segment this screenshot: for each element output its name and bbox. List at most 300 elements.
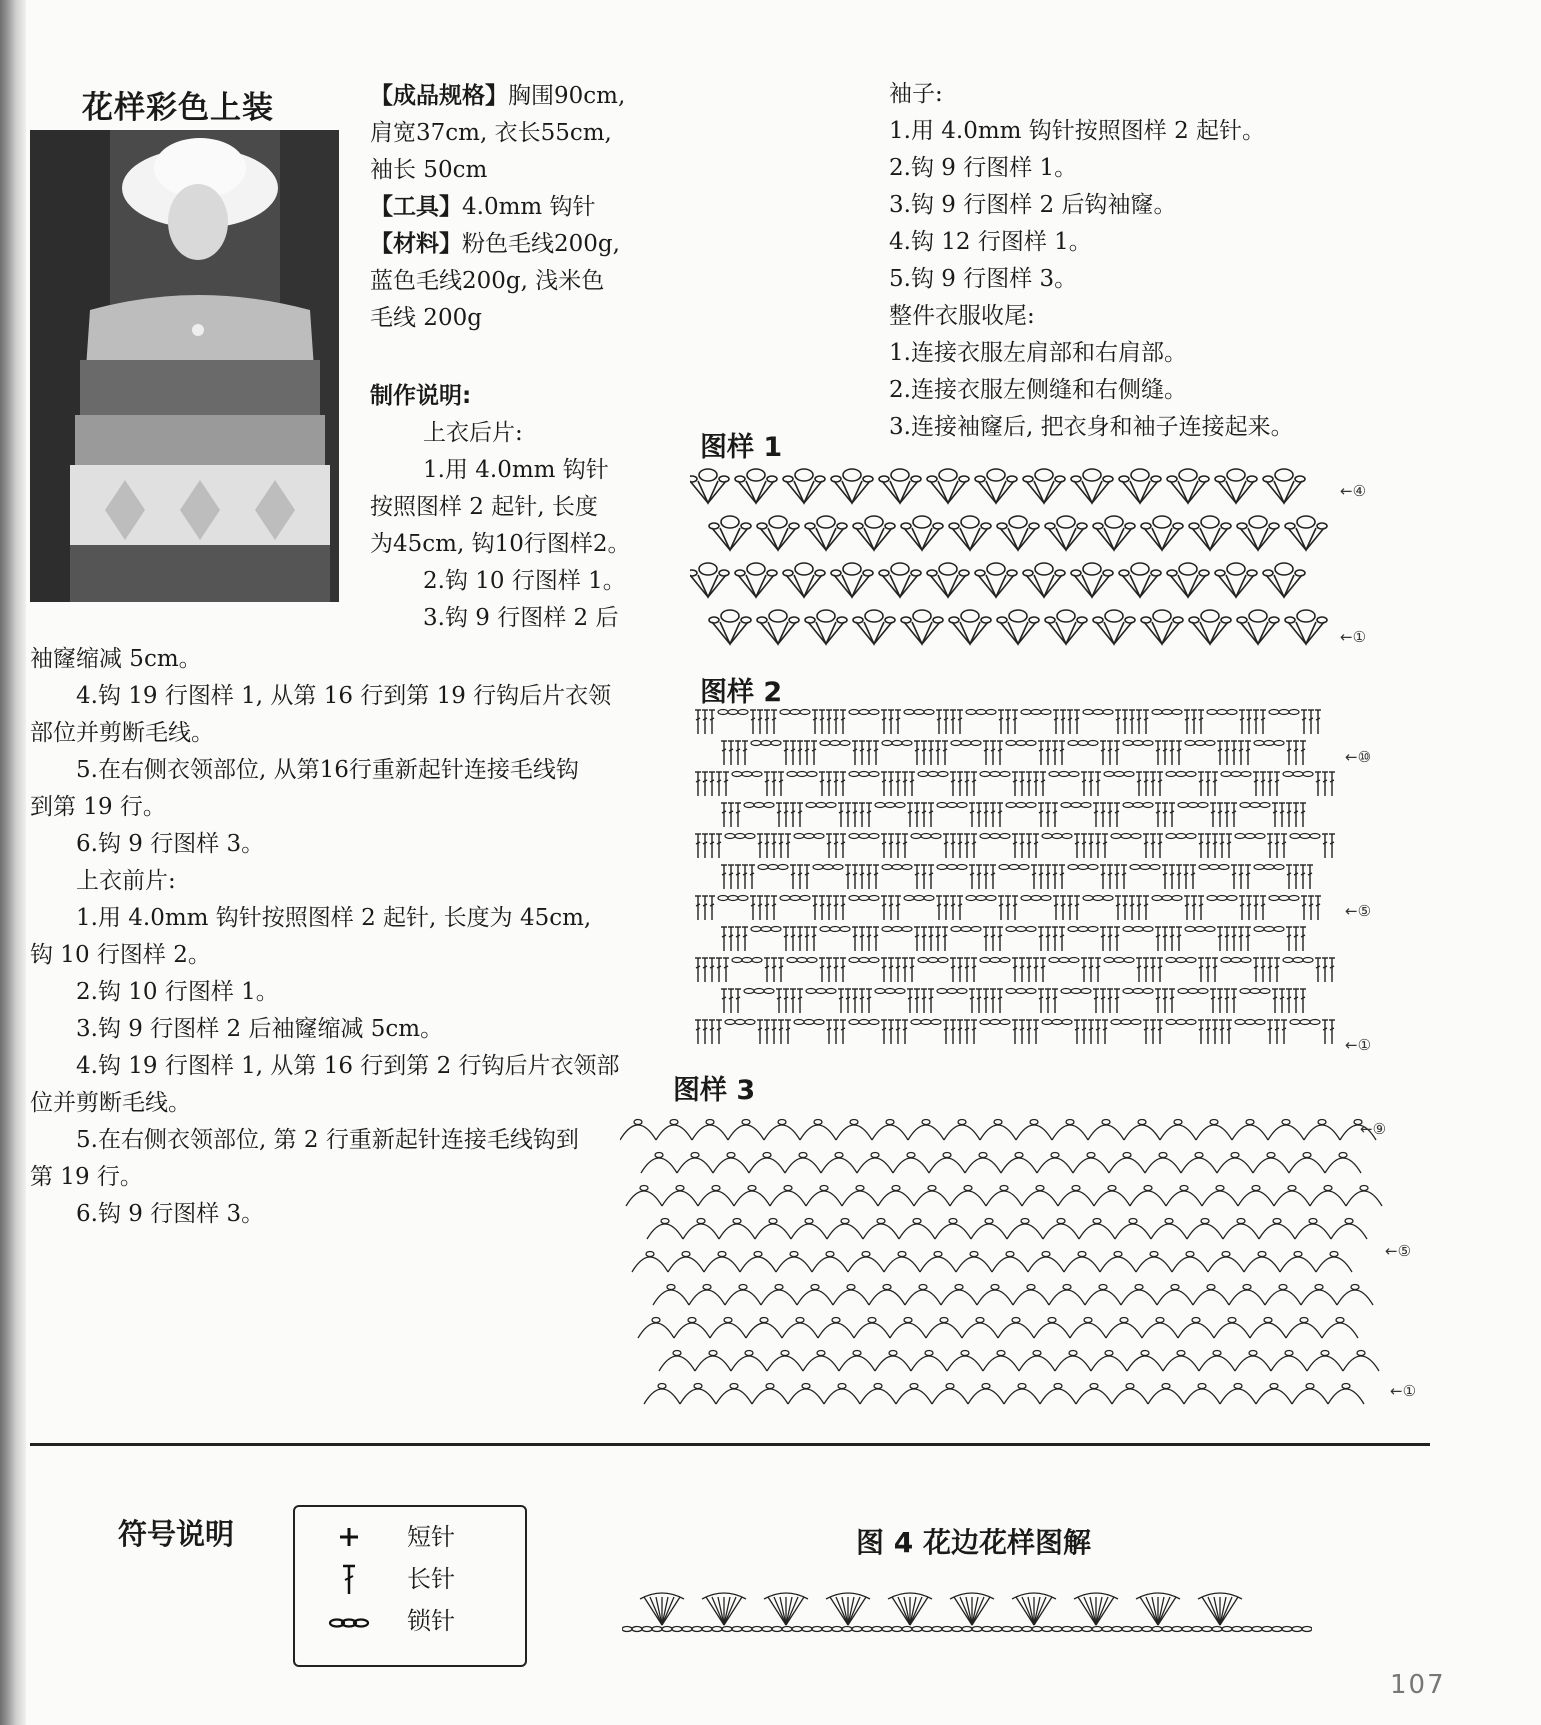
chain-stitch [1068, 741, 1098, 746]
loop-stitch [1124, 1125, 1160, 1140]
loop-stitch [998, 1323, 1034, 1338]
dc-stitch [840, 834, 846, 858]
chain-stitch [1180, 1186, 1188, 1191]
chain-stitch [979, 1153, 987, 1158]
fan-stitch [1084, 1597, 1096, 1625]
loop-stitch [1238, 1191, 1274, 1206]
loop-stitch [1193, 1290, 1229, 1305]
loop-stitch [626, 1191, 662, 1206]
chain-stitch [886, 1120, 894, 1125]
section-divider [30, 1443, 1430, 1446]
dc-stitch [790, 927, 796, 951]
dc-stitch [881, 710, 887, 734]
loop-stitch [827, 1224, 863, 1239]
chain-stitch [1185, 741, 1215, 746]
dc-stitch [1162, 741, 1168, 765]
dc-stitch [826, 896, 832, 920]
chain-stitch [966, 896, 996, 901]
dc-stitch [1198, 834, 1204, 858]
dc-stitch [1107, 741, 1113, 765]
dc-stitch [812, 896, 818, 920]
chain-stitch [882, 1627, 892, 1632]
dc-stitch [881, 772, 887, 796]
loop-stitch [689, 1290, 725, 1305]
dc-stitch [1293, 927, 1299, 951]
dc-stitch [1136, 772, 1142, 796]
loop-stitch [668, 1257, 704, 1272]
dc-stitch [942, 927, 948, 951]
dc-stitch [845, 865, 851, 889]
chain-stitch [1243, 1285, 1251, 1290]
dc-stitch [764, 834, 770, 858]
fan-stitch [831, 469, 873, 503]
dc-stitch [888, 958, 894, 982]
dc-stitch [728, 927, 734, 951]
dc-stitch [1093, 803, 1099, 827]
dc-stitch [914, 989, 920, 1013]
fan-stitch [1208, 1597, 1220, 1625]
chain-stitch [655, 1153, 663, 1158]
loop-stitch [1070, 1323, 1106, 1338]
back-line: 4.钩 19 行图样 1, 从第 16 行到第 19 行钩后片衣领 [76, 683, 612, 709]
chain-stitch [1002, 1627, 1012, 1632]
chain-stitch [766, 1384, 774, 1389]
chain-stitch [994, 1120, 1002, 1125]
chain-stitch [769, 1219, 777, 1224]
loop-stitch [1289, 1158, 1325, 1173]
loop-stitch [731, 1356, 767, 1371]
dc-stitch [721, 989, 727, 1013]
loop-stitch [1112, 1389, 1148, 1404]
fan-stitch [690, 563, 729, 597]
chain-stitch [1272, 1627, 1282, 1632]
dc-stitch [1033, 834, 1039, 858]
dc-stitch [921, 803, 927, 827]
chain-stitch [718, 710, 748, 715]
dc-stitch [1100, 927, 1106, 951]
loop-stitch [884, 1257, 920, 1272]
fan-stitch [1119, 563, 1161, 597]
front-line: 5.在右侧衣领部位, 第 2 行重新起针连接毛线钩到 [76, 1127, 579, 1153]
back-line: 为45cm, 钩10行图样2。 [370, 531, 631, 557]
chain-stitch [1357, 1351, 1365, 1356]
loop-stitch [1019, 1356, 1055, 1371]
chain-stitch [904, 896, 934, 901]
fan-stitch [1215, 469, 1257, 503]
chain-stitch [1111, 1020, 1141, 1025]
loop-stitch [1250, 1323, 1286, 1338]
dc-stitch [1059, 927, 1065, 951]
fan-stitch [1285, 516, 1327, 550]
loop-stitch [644, 1389, 680, 1404]
dc-stitch [811, 927, 817, 951]
loop-stitch [656, 1125, 692, 1140]
chain-stitch [1222, 1627, 1232, 1632]
dc-stitch [709, 710, 715, 734]
chain-stitch [946, 1384, 954, 1389]
dc-stitch [1210, 989, 1216, 1013]
chain-stitch [622, 1627, 632, 1632]
dc-stitch [1210, 803, 1216, 827]
dc-stitch [840, 1020, 846, 1044]
spec-material-line1: 粉色毛线200g, [462, 231, 620, 257]
back-line: 1.用 4.0mm 钩针 [423, 457, 609, 483]
dc-stitch [990, 927, 996, 951]
chain-stitch [1302, 1627, 1312, 1632]
dc-stitch [1274, 958, 1280, 982]
chain-stitch [1042, 834, 1072, 839]
chain-stitch [937, 865, 967, 870]
loop-stitch [911, 1356, 947, 1371]
dc-stitch [1205, 772, 1211, 796]
chain-stitch [1269, 710, 1299, 715]
chain-stitch [922, 1627, 932, 1632]
dc-stitch [1114, 803, 1120, 827]
loop-stitch [1346, 1191, 1382, 1206]
dc-stitch [1129, 710, 1135, 734]
dc-stitch [957, 772, 963, 796]
chain-stitch [875, 803, 905, 808]
loop-stitch [899, 1224, 935, 1239]
dc-stitch [833, 896, 839, 920]
loop-stitch [812, 1257, 848, 1272]
dc-stitch [1245, 927, 1251, 951]
dc-stitch [1026, 1020, 1032, 1044]
chain-stitch [646, 1252, 654, 1257]
dc-stitch [790, 741, 796, 765]
chain-stitch [1202, 1627, 1212, 1632]
fan-stitch [975, 563, 1017, 597]
page-number: 107 [1390, 1670, 1446, 1700]
chain-stitch [1111, 834, 1141, 839]
front-line: 1.用 4.0mm 钩针按照图样 2 起针, 长度为 45cm, [76, 905, 592, 931]
dc-stitch [957, 710, 963, 734]
dc-stitch [1122, 710, 1128, 734]
fig3-title: 图样 3 [673, 1075, 756, 1106]
loop-stitch [1244, 1257, 1280, 1272]
dc-stitch [826, 772, 832, 796]
fan-stitch [735, 469, 777, 503]
fan-stitch [805, 610, 847, 644]
dc-stitch [1198, 1020, 1204, 1044]
loop-stitch [863, 1224, 899, 1239]
chain-stitch [850, 1120, 858, 1125]
dc-stitch [866, 927, 872, 951]
back-line: 3.钩 9 行图样 2 后 [423, 605, 619, 631]
fan-stitch [1146, 1597, 1158, 1625]
dc-stitch [943, 896, 949, 920]
chain-stitch [913, 1219, 921, 1224]
dc-stitch [914, 803, 920, 827]
dc-stitch [812, 710, 818, 734]
dc-stitch [943, 834, 949, 858]
chain-stitch [1178, 989, 1208, 994]
fan-stitch [901, 516, 943, 550]
dc-stitch [921, 865, 927, 889]
chain-stitch [919, 1285, 927, 1290]
dc-stitch [709, 958, 715, 982]
spec-material-line2: 蓝色毛线200g, 浅米色 [370, 268, 605, 294]
dc-stitch [735, 803, 741, 827]
loop-stitch [1229, 1290, 1265, 1305]
dc-stitch [790, 865, 796, 889]
chain-stitch [1199, 865, 1229, 870]
chain-stitch [918, 958, 948, 963]
chain-stitch [1102, 1120, 1110, 1125]
dc-stitch [778, 834, 784, 858]
loop-stitch [1094, 1191, 1130, 1206]
dc-stitch [1115, 896, 1121, 920]
dc-stitch [826, 958, 832, 982]
dc-stitch [976, 803, 982, 827]
chain-stitch [889, 1351, 897, 1356]
loop-stitch [926, 1323, 962, 1338]
dc-stitch [1300, 741, 1306, 765]
loop-stitch [1235, 1356, 1271, 1371]
dc-stitch [881, 1020, 887, 1044]
loop-stitch [1106, 1323, 1142, 1338]
loop-stitch [785, 1158, 821, 1173]
chain-stitch [922, 1120, 930, 1125]
chain-stitch [853, 1351, 861, 1356]
chain-stitch [961, 1351, 969, 1356]
chain-stitch [1221, 772, 1251, 777]
chain-stitch [1231, 1153, 1239, 1158]
dc-stitch [845, 989, 851, 1013]
loop-stitch [932, 1389, 968, 1404]
dc-stitch [1074, 896, 1080, 920]
loop-stitch [842, 1191, 878, 1206]
chain-stitch [712, 1186, 720, 1191]
loop-stitch [1064, 1257, 1100, 1272]
chain-stitch [943, 1153, 951, 1158]
dc-stitch [1026, 958, 1032, 982]
dc-stitch [735, 865, 741, 889]
dc-stitch [969, 865, 975, 889]
dc-stitch [1040, 958, 1046, 982]
dc-stitch [1121, 865, 1127, 889]
dc-stitch [971, 958, 977, 982]
dc-stitch [1286, 803, 1292, 827]
dc-stitch [1095, 772, 1101, 796]
dc-stitch [1053, 896, 1059, 920]
fan-stitch [1093, 610, 1135, 644]
dc-stitch [902, 834, 908, 858]
dc-stitch [702, 896, 708, 920]
loop-stitch [1037, 1158, 1073, 1173]
dc-stitch [1157, 1020, 1163, 1044]
loop-stitch [710, 1323, 746, 1338]
loop-stitch [746, 1323, 782, 1338]
dc-stitch [1045, 803, 1051, 827]
dc-stitch [1088, 958, 1094, 982]
dc-stitch [1038, 865, 1044, 889]
chain-stitch [652, 1627, 662, 1632]
loop-stitch [677, 1158, 713, 1173]
loop-stitch [800, 1125, 836, 1140]
chain-stitch [1104, 958, 1134, 963]
chain-stitch [1360, 1186, 1368, 1191]
loop-stitch [833, 1290, 869, 1305]
loop-stitch [1028, 1257, 1064, 1272]
dc-stitch [1102, 834, 1108, 858]
dc-stitch [971, 834, 977, 858]
chain-stitch [1032, 1627, 1042, 1632]
dc-stitch [1183, 865, 1189, 889]
model-photo-illustration [30, 130, 339, 602]
dc-stitch [950, 958, 956, 982]
dc-stitch [1176, 927, 1182, 951]
chain-stitch [1166, 1020, 1196, 1025]
dc-stitch [778, 1020, 784, 1044]
dc-stitch [826, 834, 832, 858]
chain-stitch [634, 1120, 642, 1125]
dc-stitch [1100, 741, 1106, 765]
fig2-row-marker: ←⑤ [1345, 902, 1372, 920]
chain-stitch [872, 1627, 882, 1632]
chain-stitch [1216, 1186, 1224, 1191]
dc-stitch [1081, 834, 1087, 858]
dc-stitch [1198, 896, 1204, 920]
dc-stitch [723, 772, 729, 796]
chain-stitch [972, 1627, 982, 1632]
sleeve-line: 3.钩 9 行图样 2 后钩袖窿。 [889, 192, 1177, 218]
dc-stitch [942, 741, 948, 765]
chain-stitch [1165, 1219, 1173, 1224]
chain-stitch [1315, 1285, 1323, 1290]
dc-stitch [728, 865, 734, 889]
plus-icon [327, 1521, 371, 1553]
dc-stitch [1274, 1020, 1280, 1044]
chain-stitch [982, 1384, 990, 1389]
dc-stitch [998, 710, 1004, 734]
loop-stitch [1280, 1257, 1316, 1272]
dc-stitch [1260, 958, 1266, 982]
loop-stitch [968, 1389, 1004, 1404]
dc-stitch [895, 958, 901, 982]
dc-stitch [819, 710, 825, 734]
loop-stitch [1259, 1224, 1295, 1239]
legend-label-dc: 长针 [407, 1565, 455, 1593]
fan-stitch [848, 1597, 860, 1625]
chain-stitch [1130, 865, 1160, 870]
loop-stitch [1328, 1389, 1364, 1404]
chain-stitch [1061, 803, 1091, 808]
chain-stitch [849, 834, 879, 839]
dc-stitch [785, 1020, 791, 1044]
chain-stitch [1351, 1285, 1359, 1290]
dc-stitch [728, 741, 734, 765]
dc-stitch [776, 989, 782, 1013]
chain-stitch [907, 1153, 915, 1158]
page-title: 花样彩色上装 [82, 90, 274, 126]
dc-stitch [1038, 989, 1044, 1013]
spec-tool-value: 4.0mm 钩针 [462, 194, 596, 220]
dc-stitch [1074, 710, 1080, 734]
dc-stitch [997, 803, 1003, 827]
chain-stitch [1049, 772, 1079, 777]
chain-stitch [787, 772, 817, 777]
fan-stitch [1237, 610, 1279, 644]
dc-stitch [783, 803, 789, 827]
dc-stitch [695, 958, 701, 982]
dc-stitch [873, 741, 879, 765]
chain-stitch [1123, 741, 1153, 746]
chain-stitch [934, 1252, 942, 1257]
chain-stitch [841, 1219, 849, 1224]
dc-stitch [1052, 989, 1058, 1013]
dc-stitch [1212, 958, 1218, 982]
chain-stitch [1258, 1252, 1266, 1257]
dc-stitch [1274, 834, 1280, 858]
chain-stitch [744, 803, 774, 808]
dc-stitch [1045, 989, 1051, 1013]
chain-stitch [1213, 1351, 1221, 1356]
chain-stitch [1234, 1384, 1242, 1389]
loop-stitch [803, 1356, 839, 1371]
dc-stitch [804, 927, 810, 951]
dc-stitch [921, 927, 927, 951]
chain-stitch [1021, 1219, 1029, 1224]
loop-stitch [992, 1257, 1028, 1272]
dc-stitch [702, 834, 708, 858]
chain-stitch [722, 1627, 732, 1632]
loop-stitch [914, 1191, 950, 1206]
loop-stitch [1013, 1290, 1049, 1305]
dc-stitch [750, 710, 756, 734]
loop-stitch [947, 1356, 983, 1371]
chain-stitch [1228, 1318, 1236, 1323]
chain-stitch [754, 1252, 762, 1257]
loop-stitch [1148, 1389, 1184, 1404]
dc-stitch [914, 741, 920, 765]
chain-stitch [1072, 1186, 1080, 1191]
chain-stitch [1269, 896, 1299, 901]
chain-stitch [672, 1627, 682, 1632]
chain-stitch [912, 1627, 922, 1632]
dc-stitch [804, 741, 810, 765]
chain-stitch [794, 1020, 824, 1025]
fan-stitch [1023, 469, 1065, 503]
chain-stitch [1246, 1120, 1254, 1125]
dc-stitch [771, 1020, 777, 1044]
loop-stitch [1130, 1191, 1166, 1206]
chain-stitch [778, 1120, 786, 1125]
chain-stitch [733, 1219, 741, 1224]
chain-stitch [1152, 710, 1182, 715]
chain-stitch [712, 1627, 722, 1632]
dc-stitch [866, 989, 872, 1013]
dc-stitch [1114, 865, 1120, 889]
dc-stitch [902, 1020, 908, 1044]
dc-stitch [833, 710, 839, 734]
dc-stitch [888, 1020, 894, 1044]
fan-stitch [927, 469, 969, 503]
fan-stitch [879, 469, 921, 503]
loop-stitch [1091, 1356, 1127, 1371]
dc-stitch [1205, 1020, 1211, 1044]
dc-stitch [1274, 772, 1280, 796]
dc-stitch [1286, 927, 1292, 951]
dc-stitch [950, 710, 956, 734]
back-line: 2.钩 10 行图样 1。 [423, 568, 626, 594]
loop-stitch [839, 1356, 875, 1371]
dc-stitch [1231, 741, 1237, 765]
dc-stitch [695, 896, 701, 920]
dc-stitch [750, 896, 756, 920]
chain-stitch [1030, 1120, 1038, 1125]
loop-stitch [1151, 1224, 1187, 1239]
